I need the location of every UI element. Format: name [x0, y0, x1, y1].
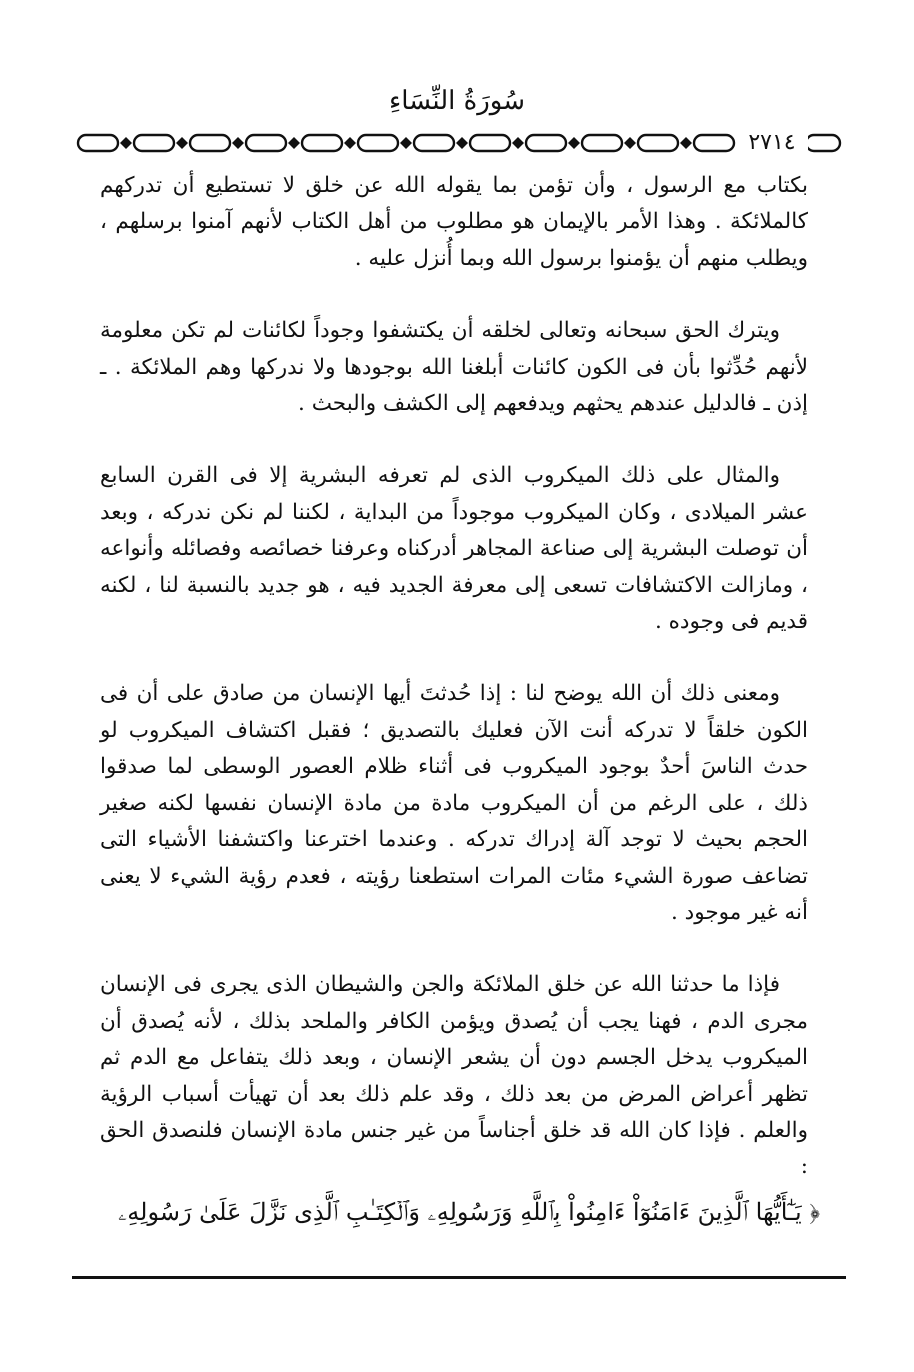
- paragraph: بكتاب مع الرسول ، وأن تؤمن بما يقوله الله عن خلق لا تستطيع أن تدركهم كالملائكة . وهذا الأمر بالإيمان هو مطلوب من أهل الكتاب لأنهم آمنوا برسلهم ، ويطلب منهم أن يؤمنوا برسول الله وبما أُنزل عليه .: [100, 173, 808, 271]
- paragraph: فإذا ما حدثنا الله عن خلق الملائكة والجن والشيطان الذى يجرى فى الإنسان مجرى الدم ، فهنا يجب أن يُصدق ويؤمن الكافر والملحد بذلك ، لأنه يُصدق أن الميكروب يدخل الجسم دون أن يشعر الإنسان ، وبعد ذلك يتفاعل مع الدم ثم تظهر أعراض المرض من بعد ذلك ، وقد علم ذلك بعد أن تهيأت أسباب الرؤية والعلم . فإذا كان الله قد خلق أجناساً من غير جنس مادة الإنسان فلنصدق الحق :: [100, 972, 808, 1180]
- surah-title: سُورَةُ النِّسَاءِ: [389, 86, 525, 116]
- paragraph: والمثال على ذلك الميكروب الذى لم تعرفه البشرية إلا فى القرن السابع عشر الميلادى ، وكان الميكروب موجوداً من البداية ، لكننا لم نكن ندركه ، وبعد أن توصلت البشرية إلى صناعة المجاهر أدركناه وعرفنا خصائصه وفصائله وأنواعه ، ومازالت الاكتشافات تسعى إلى معرفة الجديد فيه ، هو جديد بالنسبة لنا ، لكنه قديم فى وجوده .: [100, 463, 808, 635]
- decorative-chain-border: [74, 128, 844, 158]
- footer-rule: [72, 1276, 846, 1279]
- paragraph: ويترك الحق سبحانه وتعالى لخلقه أن يكتشفوا وجوداً لكائنات لم تكن معلومة لأنهم حُدِّثوا بأن فى الكون كائنات أبلغنا الله بوجودها ولا ندركها وهم الملائكة . ـ إذن ـ فالدليل عندهم يحثهم ويدفعهم إلى الكشف والبحث .: [100, 318, 808, 417]
- paragraph: ومعنى ذلك أن الله يوضح لنا : إذا حُدثتَ أيها الإنسان من صادق على أن فى الكون خلقاً لا تدركه أنت الآن فعليك بالتصديق ؛ فقبل اكتشاف الميكروب لو حدث الناسَ أحدٌ بوجود الميكروب فى أثناء ظلام العصور الوسطى لما صدقوا ذلك ، على الرغم من أن الميكروب مادة من مادة الإنسان نفسها لكنه صغير الحجم بحيث لا توجد آلة إدراك تدركه . وعندما اخترعنا واكتشفنا الأشياء التى تضاعف صورة الشيء مئات المرات استطعنا رؤيته ، فعدم رؤية الشيء لا يعنى أنه غير موجود .: [100, 681, 808, 925]
- quran-verse: ﴿ يَـٰٓأَيُّهَا ٱلَّذِينَ ءَامَنُوٓاْ ءَامِنُواْ بِٱللَّهِ وَرَسُولِهِۦ وَٱلۡكِتَـٰبِ ٱلَّذِى نَزَّلَ عَلَىٰ رَسُولِهِۦ: [118, 1198, 820, 1226]
- body-text: [100, 168, 808, 1222]
- page-number: ٢٧١٤: [736, 129, 808, 157]
